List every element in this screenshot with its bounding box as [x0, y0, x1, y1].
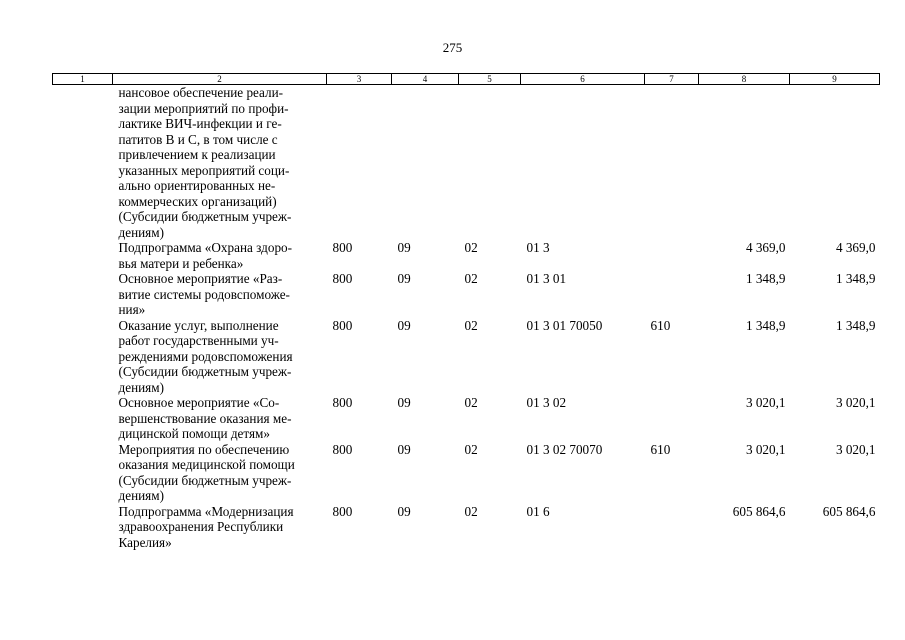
section-code-cell: 09	[397, 441, 411, 457]
section-code-cell	[392, 85, 459, 241]
subsection-code-cell: 02	[464, 271, 478, 286]
column-header: 9	[790, 74, 880, 85]
col1-cell	[53, 85, 113, 241]
amount-cell: 3 020,1	[745, 441, 786, 457]
item-name-line: ально ориентированных не-	[118, 178, 276, 193]
item-name-line: вья матери и ребенка»	[118, 255, 244, 271]
item-name-line: коммерческих организаций)	[118, 193, 277, 209]
item-name-line: ния»	[118, 302, 146, 317]
item-name-line: зации мероприятий по профи-	[118, 100, 289, 116]
item-name-line: реждениями родовспоможения	[118, 348, 293, 364]
item-name-line: оказания медицинской помощи	[118, 457, 295, 472]
item-name-line: работ государственными уч-	[118, 333, 279, 348]
table-row	[53, 318, 880, 396]
item-name-line: Мероприятия по обеспечению	[118, 441, 290, 457]
item-name-line: указанных мероприятий соци-	[118, 162, 290, 178]
item-name-cell	[113, 271, 327, 318]
amount-total-cell: 605 864,6	[822, 503, 876, 519]
column-number-row	[53, 74, 880, 85]
amount-total-cell: 3 020,1	[835, 441, 876, 457]
ministry-code-cell: 800	[332, 317, 353, 333]
item-name-line: (Субсидии бюджетным учреж-	[118, 209, 292, 224]
col1-cell	[53, 442, 113, 504]
table-row	[53, 85, 880, 241]
ministry-code-cell: 800	[332, 240, 353, 255]
subsection-code-cell: 02	[464, 441, 478, 457]
item-name-line: привлечением к реализации	[118, 147, 276, 162]
ministry-code-cell: 800	[332, 395, 353, 410]
item-name-line: вершенствование оказания ме-	[118, 410, 292, 426]
amount-total-cell: 4 369,0	[835, 240, 876, 255]
item-name-line: Карелия»	[118, 534, 172, 550]
item-name-line: дениям)	[118, 488, 164, 503]
column-header: 5	[459, 74, 521, 85]
target-article-cell: 01 3	[526, 240, 550, 255]
section-code-cell: 09	[397, 503, 411, 519]
page-number: 275	[442, 40, 463, 55]
table-row	[53, 504, 880, 551]
item-name-line: Основное мероприятие «Раз-	[118, 271, 283, 286]
amount-total-cell	[790, 85, 880, 241]
item-name-line: Подпрограмма «Охрана здоро-	[118, 240, 293, 255]
ministry-code-cell: 800	[332, 271, 353, 286]
item-name-line: нансовое обеспечение реали-	[118, 85, 284, 100]
amount-cell: 1 348,9	[745, 271, 786, 286]
target-article-cell: 01 3 02	[526, 395, 567, 410]
subsection-code-cell: 02	[464, 240, 478, 255]
item-name-line: (Субсидии бюджетным учреж-	[118, 472, 292, 488]
section-code-cell: 09	[397, 271, 411, 286]
col1-cell	[53, 395, 113, 442]
column-header: 3	[327, 74, 392, 85]
item-name-line: витие системы родовспоможе-	[118, 286, 290, 302]
target-article-cell: 01 6	[526, 503, 550, 519]
section-code-cell: 09	[397, 240, 411, 255]
subsection-code-cell: 02	[464, 317, 478, 333]
item-name-line: дицинской помощи детям»	[118, 426, 270, 441]
item-name-line: Основное мероприятие «Со-	[118, 395, 280, 410]
amount-cell: 4 369,0	[745, 240, 786, 255]
table-row	[53, 240, 880, 271]
section-code-cell: 09	[397, 317, 411, 333]
expense-type-cell: 610	[650, 441, 671, 457]
target-article-cell: 01 3 01	[526, 271, 567, 286]
amount-cell: 1 348,9	[745, 317, 786, 333]
column-header: 6	[521, 74, 645, 85]
target-article-cell	[521, 85, 645, 241]
item-name-line: дениям)	[118, 224, 164, 240]
amount-total-cell: 1 348,9	[835, 271, 876, 286]
col1-cell	[53, 240, 113, 271]
column-header: 8	[699, 74, 790, 85]
amount-total-cell: 3 020,1	[835, 395, 876, 410]
item-name-line: лактике ВИЧ-инфекции и ге-	[118, 116, 282, 131]
amount-total-cell: 1 348,9	[835, 317, 876, 333]
column-header: 4	[392, 74, 459, 85]
table-row	[53, 442, 880, 504]
subsection-code-cell: 02	[464, 503, 478, 519]
item-name-line: патитов В и С, в том числе с	[118, 131, 278, 147]
table-body	[53, 85, 880, 551]
item-name-cell	[113, 504, 327, 551]
expense-type-cell	[645, 395, 699, 442]
expense-type-cell	[645, 271, 699, 318]
subsection-code-cell: 02	[464, 395, 478, 410]
ministry-code-cell: 800	[332, 441, 353, 457]
section-code-cell: 09	[397, 395, 411, 410]
amount-cell: 605 864,6	[732, 503, 786, 519]
target-article-cell: 01 3 02 70070	[526, 441, 603, 457]
item-name-cell	[113, 240, 327, 271]
target-article-cell: 01 3 01 70050	[526, 317, 603, 333]
item-name-cell	[113, 318, 327, 396]
item-name-line: дениям)	[118, 379, 164, 395]
table-row	[53, 271, 880, 318]
expense-type-cell	[645, 504, 699, 551]
col1-cell	[53, 504, 113, 551]
expense-type-cell: 610	[650, 317, 671, 333]
column-header: 7	[645, 74, 699, 85]
item-name-line: Оказание услуг, выполнение	[118, 317, 279, 333]
amount-cell	[699, 85, 790, 241]
item-name-cell	[113, 85, 327, 241]
ministry-code-cell	[327, 85, 392, 241]
column-header: 2	[113, 74, 327, 85]
expense-type-cell	[645, 240, 699, 271]
item-name-line: Подпрограмма «Модернизация	[118, 503, 294, 519]
budget-table	[52, 73, 880, 550]
item-name-line: здравоохранения Республики	[118, 519, 284, 534]
table-row	[53, 395, 880, 442]
col1-cell	[53, 318, 113, 396]
item-name-cell	[113, 395, 327, 442]
column-header: 1	[53, 74, 113, 85]
subsection-code-cell	[459, 85, 521, 241]
col1-cell	[53, 271, 113, 318]
item-name-line: (Субсидии бюджетным учреж-	[118, 364, 292, 379]
expense-type-cell	[645, 85, 699, 241]
ministry-code-cell: 800	[332, 503, 353, 519]
item-name-cell	[113, 442, 327, 504]
amount-cell: 3 020,1	[745, 395, 786, 410]
